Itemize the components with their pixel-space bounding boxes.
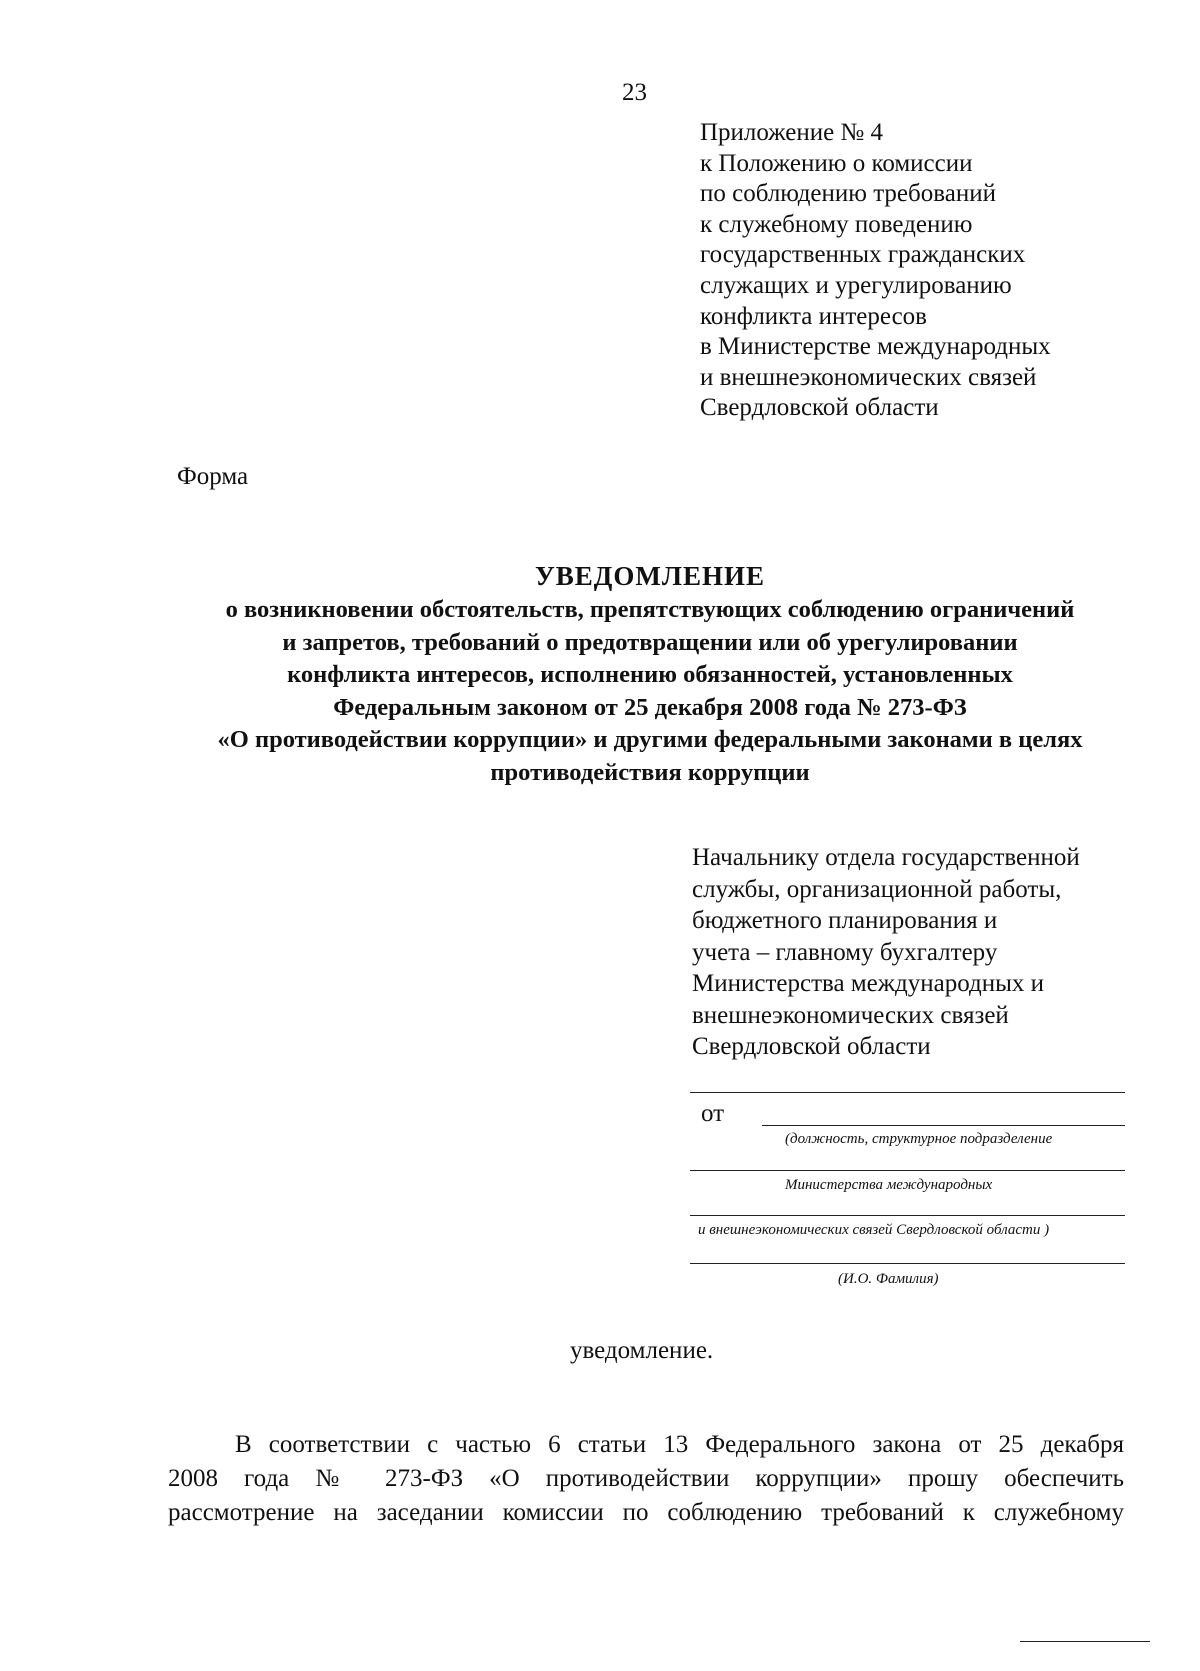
- addressee-line: Начальнику отдела государственной: [692, 844, 1080, 871]
- addressee-line: Министерства международных и: [692, 970, 1045, 997]
- body-paragraph: [168, 1428, 1124, 1530]
- name-caption: (И.О. Фамилия): [838, 1271, 939, 1287]
- blank-line[interactable]: [690, 1092, 1125, 1093]
- appendix-line: Свердловской области: [700, 394, 939, 422]
- appendix-reference: [700, 118, 1051, 424]
- appendix-line: государственных гражданских: [700, 241, 1026, 269]
- appendix-line: конфликта интересов: [700, 302, 927, 330]
- document-title: УВЕДОМЛЕНИЕ: [534, 561, 766, 591]
- subtitle-line: противодействия коррупции: [490, 758, 810, 786]
- subtitle-line: «О противодействии коррупции» и другими федеральными законами в целях: [217, 726, 1083, 753]
- appendix-line: служащих и урегулированию: [700, 271, 1012, 299]
- subtitle-line: о возникновении обстоятельств, препятствующих соблюдению ограничений: [225, 596, 1075, 623]
- footnote-separator: [1020, 1641, 1150, 1642]
- position-blank-line[interactable]: [762, 1125, 1125, 1126]
- name-blank-line[interactable]: [690, 1263, 1125, 1264]
- page-number: 23: [622, 79, 647, 106]
- document-heading: [150, 560, 1150, 789]
- region-caption: и внешнеэкономических связей Свердловской области ): [698, 1222, 1050, 1238]
- addressee-line: Свердловской области: [692, 1033, 931, 1060]
- appendix-line: к Положению о комиссии: [700, 149, 973, 177]
- notice-word: уведомление.: [570, 1337, 714, 1364]
- body-line: В соответствии с частью 6 статьи 13 Федерального закона от 25 декабря: [235, 1431, 1124, 1458]
- form-label: Форма: [177, 463, 249, 490]
- ministry-blank-line[interactable]: [690, 1170, 1125, 1171]
- addressee-line: службы, организационной работы,: [692, 875, 1062, 903]
- ministry-caption: Министерства международных: [785, 1177, 993, 1193]
- from-label: от: [701, 1100, 725, 1127]
- appendix-line: в Министерстве международных: [700, 333, 1051, 361]
- body-line: 2008 года № 273-ФЗ «О противодействии коррупции» прошу обеспечить: [168, 1465, 1124, 1492]
- position-caption: (должность, структурное подразделение: [785, 1131, 1053, 1147]
- region-blank-line[interactable]: [690, 1215, 1125, 1216]
- addressee-line: учета – главному бухгалтеру: [692, 938, 998, 966]
- body-line: рассмотрение на заседании комиссии по соблюдению требований к служебному: [168, 1499, 1124, 1526]
- document-subtitle: [150, 594, 1150, 789]
- appendix-line: по соблюдению требований: [700, 180, 996, 208]
- appendix-line: и внешнеэкономических связей: [700, 363, 1037, 391]
- subtitle-line: и запретов, требований о предотвращении или об урегулировании: [282, 628, 1018, 656]
- subtitle-line: конфликта интересов, исполнению обязанностей, установленных: [287, 661, 1013, 688]
- addressee-block: [692, 842, 1080, 1063]
- addressee-line: бюджетного планирования и: [692, 907, 998, 934]
- addressee-line: внешнеэкономических связей: [692, 1001, 1009, 1029]
- appendix-line: к служебному поведению: [700, 210, 973, 238]
- subtitle-line: Федеральным законом от 25 декабря 2008 года № 273-ФЗ: [333, 693, 967, 721]
- appendix-line: Приложение № 4: [700, 119, 884, 146]
